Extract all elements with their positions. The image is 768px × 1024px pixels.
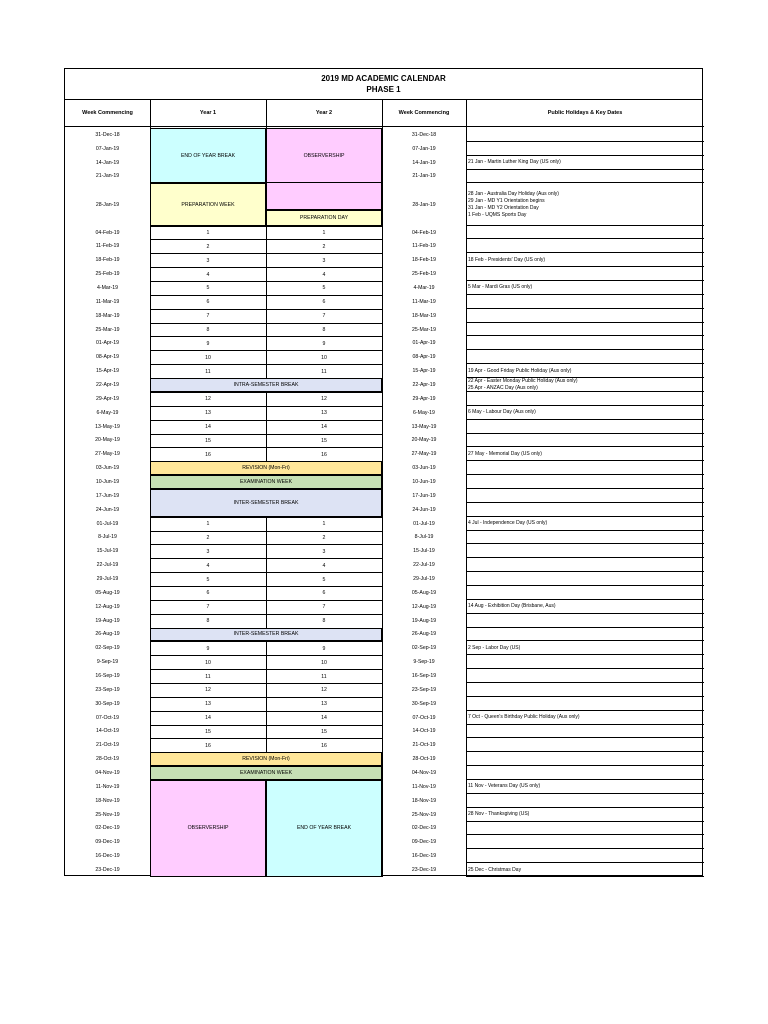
holiday-note-line: 21 Jan - Martin Luther King Day (US only) bbox=[468, 159, 561, 166]
year1-week-number: 1 bbox=[150, 517, 266, 531]
holiday-note bbox=[466, 517, 704, 531]
year2-week-number: 15 bbox=[266, 434, 382, 448]
holiday-note-line: 28 Nov - Thanksgiving (US) bbox=[468, 811, 530, 818]
holiday-note bbox=[466, 447, 704, 461]
week-commencing-cell-2: 31-Dec-18 bbox=[411, 131, 437, 138]
week-commencing-cell-2: 24-Jun-19 bbox=[412, 506, 436, 513]
year1-week-number: 15 bbox=[150, 434, 266, 448]
week-commencing-cell: 30-Sep-19 bbox=[95, 700, 120, 707]
inter-semester-break-1: INTER-SEMESTER BREAK bbox=[150, 489, 382, 517]
week-commencing-cell-2: 01-Apr-19 bbox=[412, 340, 436, 347]
year1-week-number: 12 bbox=[150, 392, 266, 406]
week-commencing-cell: 21-Jan-19 bbox=[95, 173, 120, 180]
y2-observership-extension bbox=[266, 183, 382, 209]
year2-week-number: 1 bbox=[266, 226, 382, 240]
year2-week-number: 1 bbox=[266, 517, 382, 531]
year1-week-number: 5 bbox=[150, 281, 266, 295]
year2-week-number: 16 bbox=[266, 447, 382, 461]
holiday-row-rule bbox=[466, 335, 704, 336]
week-commencing-cell-2: 02-Sep-19 bbox=[411, 645, 437, 652]
week-commencing-cell-2: 23-Sep-19 bbox=[411, 686, 437, 693]
holiday-note-line: 7 Oct - Queen's Birthday Public Holiday (Aus only) bbox=[468, 714, 580, 721]
week-commencing-cell-2: 17-Jun-19 bbox=[412, 492, 436, 499]
holiday-note bbox=[466, 711, 704, 725]
intra-semester-break: INTRA-SEMESTER BREAK bbox=[150, 378, 382, 392]
y1-preparation-week: PREPARATION WEEK bbox=[150, 183, 266, 225]
week-commencing-cell-2: 25-Mar-19 bbox=[412, 326, 436, 333]
week-commencing-cell-2: 14-Jan-19 bbox=[412, 159, 436, 166]
year2-week-number: 4 bbox=[266, 558, 382, 572]
week-commencing-cell: 11-Nov-19 bbox=[95, 783, 120, 790]
holiday-row-rule bbox=[466, 696, 704, 697]
holiday-note bbox=[466, 253, 704, 267]
holiday-note-line: 6 May - Labour Day (Aus only) bbox=[468, 409, 536, 416]
year1-week-number: 6 bbox=[150, 586, 266, 600]
week-commencing-cell: 11-Mar-19 bbox=[95, 298, 120, 305]
week-commencing-cell-2: 05-Aug-19 bbox=[411, 589, 437, 596]
week-commencing-cell-2: 27-May-19 bbox=[411, 451, 437, 458]
year1-week-number: 3 bbox=[150, 544, 266, 558]
year2-week-number: 14 bbox=[266, 420, 382, 434]
header-year-2: Year 2 bbox=[266, 100, 382, 127]
holiday-row-rule bbox=[466, 141, 704, 142]
holiday-note-line: 18 Feb - Presidents' Day (US only) bbox=[468, 256, 546, 263]
holiday-note bbox=[466, 364, 704, 378]
holiday-row-rule bbox=[466, 751, 704, 752]
year1-week-number: 8 bbox=[150, 323, 266, 337]
week-commencing-cell-2: 13-May-19 bbox=[411, 423, 437, 430]
year2-week-number: 15 bbox=[266, 725, 382, 739]
year1-week-number: 7 bbox=[150, 600, 266, 614]
week-commencing-cell-2: 9-Sep-19 bbox=[413, 659, 435, 666]
week-commencing-cell-2: 15-Jul-19 bbox=[413, 548, 435, 555]
holiday-note-line: 29 Jan - MD Y1 Orientation begins bbox=[468, 197, 545, 204]
examination-week-2: EXAMINATION WEEK bbox=[150, 766, 382, 780]
year2-week-number: 7 bbox=[266, 600, 382, 614]
week-commencing-cell: 22-Apr-19 bbox=[95, 381, 120, 388]
week-commencing-cell-2: 21-Oct-19 bbox=[412, 742, 436, 749]
year1-week-number: 4 bbox=[150, 558, 266, 572]
week-commencing-cell: 05-Aug-19 bbox=[95, 589, 120, 596]
holiday-note-line: 11 Nov - Veterans Day (US only) bbox=[468, 783, 541, 790]
year1-week-number: 9 bbox=[150, 336, 266, 350]
title-line-2: PHASE 1 bbox=[366, 85, 401, 94]
week-commencing-cell: 23-Dec-19 bbox=[95, 867, 120, 874]
week-commencing-cell-2: 30-Sep-19 bbox=[411, 700, 437, 707]
week-commencing-cell: 28-Oct-19 bbox=[95, 756, 120, 763]
week-commencing-cell: 07-Oct-19 bbox=[95, 714, 120, 721]
holiday-row-rule bbox=[466, 737, 704, 738]
week-commencing-cell: 12-Aug-19 bbox=[95, 603, 120, 610]
holiday-row-rule bbox=[466, 488, 704, 489]
year1-week-number: 16 bbox=[150, 447, 266, 461]
week-commencing-cell: 18-Nov-19 bbox=[95, 797, 120, 804]
year2-week-number: 8 bbox=[266, 323, 382, 337]
week-commencing-cell-2: 28-Oct-19 bbox=[412, 756, 436, 763]
year1-week-number: 15 bbox=[150, 725, 266, 739]
week-commencing-cell-2: 16-Sep-19 bbox=[411, 673, 437, 680]
holiday-note-line: 27 May - Memorial Day (US only) bbox=[468, 450, 542, 457]
week-commencing-cell: 01-Jul-19 bbox=[96, 520, 119, 527]
year2-week-number: 2 bbox=[266, 239, 382, 253]
week-commencing-cell-2: 22-Apr-19 bbox=[412, 381, 436, 388]
holiday-note-line: 1 Feb - UQMS Sports Day bbox=[468, 211, 527, 218]
week-commencing-cell: 09-Dec-19 bbox=[95, 839, 120, 846]
holiday-row-rule bbox=[466, 834, 704, 835]
holiday-note-line: 5 Mar - Mardi Gras (US only) bbox=[468, 284, 533, 291]
revision-week-1: REVISION (Mon-Fri) bbox=[150, 461, 382, 475]
week-commencing-cell-2: 11-Mar-19 bbox=[412, 298, 436, 305]
year2-week-number: 11 bbox=[266, 364, 382, 378]
week-commencing-cell: 19-Aug-19 bbox=[95, 617, 120, 624]
holiday-row-rule bbox=[466, 349, 704, 350]
year2-week-number: 2 bbox=[266, 531, 382, 545]
week-commencing-cell: 27-May-19 bbox=[95, 451, 120, 458]
week-commencing-cell: 22-Jul-19 bbox=[96, 562, 119, 569]
year1-week-number: 13 bbox=[150, 697, 266, 711]
holiday-note bbox=[466, 183, 704, 225]
revision-week-2: REVISION (Mon-Fri) bbox=[150, 752, 382, 766]
week-commencing-cell-2: 02-Dec-19 bbox=[411, 825, 437, 832]
week-commencing-cell: 25-Nov-19 bbox=[95, 811, 120, 818]
holiday-row-rule bbox=[466, 571, 704, 572]
year1-week-number: 5 bbox=[150, 572, 266, 586]
y1-observership: OBSERVERSHIP bbox=[150, 780, 266, 877]
year1-week-number: 8 bbox=[150, 614, 266, 628]
week-commencing-cell: 29-Apr-19 bbox=[95, 395, 120, 402]
y2-observership: OBSERVERSHIP bbox=[266, 128, 382, 183]
holiday-row-rule bbox=[466, 668, 704, 669]
year1-week-number: 11 bbox=[150, 669, 266, 683]
week-commencing-cell: 25-Feb-19 bbox=[95, 271, 120, 278]
year1-week-number: 13 bbox=[150, 406, 266, 420]
week-commencing-cell: 29-Jul-19 bbox=[96, 576, 119, 583]
week-commencing-cell-2: 16-Dec-19 bbox=[411, 853, 437, 860]
week-commencing-cell-2: 01-Jul-19 bbox=[413, 520, 435, 527]
year1-week-number: 2 bbox=[150, 239, 266, 253]
week-commencing-cell-2: 26-Aug-19 bbox=[411, 631, 437, 638]
week-commencing-cell-2: 28-Jan-19 bbox=[412, 201, 436, 208]
week-commencing-cell-2: 07-Jan-19 bbox=[412, 145, 436, 152]
title-line-1: 2019 MD ACADEMIC CALENDAR bbox=[321, 74, 446, 83]
week-commencing-cell-2: 11-Nov-19 bbox=[412, 783, 436, 790]
year1-week-number: 14 bbox=[150, 711, 266, 725]
week-commencing-cell-2: 25-Nov-19 bbox=[411, 811, 437, 818]
week-commencing-cell: 02-Dec-19 bbox=[95, 825, 120, 832]
inter-semester-break-2: INTER-SEMESTER BREAK bbox=[150, 628, 382, 642]
header-week-commencing: Week Commencing bbox=[65, 100, 150, 127]
holiday-row-rule bbox=[466, 848, 704, 849]
week-commencing-cell-2: 03-Jun-19 bbox=[412, 465, 436, 472]
year2-week-number: 6 bbox=[266, 586, 382, 600]
week-commencing-cell-2: 12-Aug-19 bbox=[411, 603, 437, 610]
holiday-row-rule bbox=[466, 627, 704, 628]
week-commencing-cell-2: 6-May-19 bbox=[413, 409, 435, 416]
year1-week-number: 14 bbox=[150, 420, 266, 434]
week-commencing-cell-2: 23-Dec-19 bbox=[411, 867, 437, 874]
week-commencing-cell: 25-Mar-19 bbox=[95, 326, 120, 333]
week-commencing-cell-2: 20-May-19 bbox=[411, 437, 437, 444]
holiday-note-line: 19 Apr - Good Friday Public Holiday (Aus only) bbox=[468, 367, 572, 374]
header-week-commencing-2: Week Commencing bbox=[382, 100, 466, 127]
year1-week-number: 11 bbox=[150, 364, 266, 378]
week-commencing-cell: 01-Apr-19 bbox=[95, 340, 120, 347]
week-commencing-cell-2: 18-Nov-19 bbox=[411, 797, 437, 804]
week-commencing-cell: 04-Feb-19 bbox=[95, 229, 120, 236]
holiday-note bbox=[466, 600, 704, 614]
week-commencing-cell: 16-Sep-19 bbox=[95, 673, 120, 680]
holiday-note-line: 14 Aug - Exhibition Day (Brisbane, Aus) bbox=[468, 603, 556, 610]
year1-week-number: 9 bbox=[150, 641, 266, 655]
week-commencing-cell: 15-Apr-19 bbox=[95, 368, 120, 375]
year1-week-number: 4 bbox=[150, 267, 266, 281]
header-year-1: Year 1 bbox=[150, 100, 266, 127]
year1-week-number: 3 bbox=[150, 253, 266, 267]
holiday-row-rule bbox=[466, 502, 704, 503]
year2-week-number: 13 bbox=[266, 406, 382, 420]
week-commencing-cell: 02-Sep-19 bbox=[95, 645, 120, 652]
week-commencing-cell: 08-Apr-19 bbox=[95, 354, 120, 361]
holiday-row-rule bbox=[466, 308, 704, 309]
week-commencing-cell-2: 04-Nov-19 bbox=[411, 770, 437, 777]
year2-week-number: 11 bbox=[266, 669, 382, 683]
week-commencing-cell-2: 10-Jun-19 bbox=[412, 479, 436, 485]
year2-week-number: 4 bbox=[266, 267, 382, 281]
holiday-note bbox=[466, 156, 704, 170]
week-commencing-cell-2: 29-Jul-19 bbox=[413, 576, 435, 583]
week-commencing-cell: 28-Jan-19 bbox=[95, 201, 120, 208]
holiday-row-rule bbox=[466, 765, 704, 766]
header-holidays: Public Holidays & Key Dates bbox=[466, 100, 704, 127]
holiday-note-line: 2 Sep - Labor Day (US) bbox=[468, 644, 521, 651]
year2-week-number: 14 bbox=[266, 711, 382, 725]
holiday-row-rule bbox=[466, 474, 704, 475]
week-commencing-cell: 03-Jun-19 bbox=[95, 465, 120, 472]
week-commencing-cell: 15-Jul-19 bbox=[96, 548, 119, 555]
week-commencing-cell: 16-Dec-19 bbox=[95, 853, 120, 860]
holiday-note-line: 25 Apr - ANZAC Day (Aus only) bbox=[468, 384, 538, 391]
holiday-note bbox=[466, 808, 704, 822]
year1-week-number: 7 bbox=[150, 309, 266, 323]
week-commencing-cell: 11-Feb-19 bbox=[95, 243, 120, 250]
holiday-row-rule bbox=[466, 543, 704, 544]
year1-week-number: 2 bbox=[150, 531, 266, 545]
examination-week-1: EXAMINATION WEEK bbox=[150, 475, 382, 489]
week-commencing-cell-2: 14-Oct-19 bbox=[412, 728, 436, 735]
year2-week-number: 16 bbox=[266, 738, 382, 752]
week-commencing-cell: 6-May-19 bbox=[96, 409, 119, 416]
year2-week-number: 12 bbox=[266, 392, 382, 406]
week-commencing-cell: 14-Oct-19 bbox=[95, 728, 120, 735]
week-commencing-cell: 17-Jun-19 bbox=[95, 492, 120, 499]
holiday-note bbox=[466, 863, 704, 877]
year1-week-number: 10 bbox=[150, 350, 266, 364]
week-commencing-cell: 8-Jul-19 bbox=[98, 534, 117, 541]
week-commencing-cell: 23-Sep-19 bbox=[95, 686, 120, 693]
week-commencing-cell-2: 25-Feb-19 bbox=[412, 271, 436, 278]
week-commencing-cell: 18-Mar-19 bbox=[95, 312, 120, 319]
week-commencing-cell-2: 4-Mar-19 bbox=[413, 284, 435, 291]
calendar-sheet bbox=[64, 68, 703, 876]
week-commencing-cell: 14-Jan-19 bbox=[95, 159, 120, 166]
week-commencing-cell-2: 04-Feb-19 bbox=[412, 229, 436, 236]
holiday-note-line: 4 Jul - Independence Day (US only) bbox=[468, 520, 548, 527]
week-commencing-cell-2: 21-Jan-19 bbox=[412, 173, 436, 180]
year1-week-number: 16 bbox=[150, 738, 266, 752]
year1-week-number: 6 bbox=[150, 295, 266, 309]
week-commencing-cell-2: 09-Dec-19 bbox=[411, 839, 437, 846]
week-commencing-cell: 04-Nov-19 bbox=[95, 770, 120, 777]
year2-week-number: 7 bbox=[266, 309, 382, 323]
holiday-note-line: 25 Dec - Christmas Day bbox=[468, 866, 522, 873]
week-commencing-cell-2: 15-Apr-19 bbox=[412, 368, 436, 375]
week-commencing-cell-2: 8-Jul-19 bbox=[414, 534, 434, 541]
week-commencing-cell: 9-Sep-19 bbox=[96, 659, 119, 666]
week-commencing-cell: 24-Jun-19 bbox=[95, 506, 120, 513]
holiday-row-rule bbox=[466, 238, 704, 239]
week-commencing-cell: 18-Feb-19 bbox=[95, 257, 120, 264]
holiday-note bbox=[466, 641, 704, 655]
year2-week-number: 3 bbox=[266, 544, 382, 558]
week-commencing-cell: 21-Oct-19 bbox=[95, 742, 120, 749]
year2-week-number: 9 bbox=[266, 641, 382, 655]
holiday-row-rule bbox=[466, 557, 704, 558]
week-commencing-cell: 31-Dec-18 bbox=[95, 131, 120, 138]
holiday-row-rule bbox=[466, 682, 704, 683]
holiday-note bbox=[466, 281, 704, 295]
year2-week-number: 13 bbox=[266, 697, 382, 711]
year2-week-number: 5 bbox=[266, 281, 382, 295]
week-commencing-cell-2: 29-Apr-19 bbox=[412, 395, 436, 402]
week-commencing-cell: 20-May-19 bbox=[95, 437, 120, 444]
year1-week-number: 12 bbox=[150, 683, 266, 697]
week-commencing-cell: 26-Aug-19 bbox=[95, 631, 120, 638]
week-commencing-cell-2: 11-Feb-19 bbox=[412, 243, 436, 250]
year1-week-number: 1 bbox=[150, 226, 266, 240]
holiday-row-rule bbox=[466, 585, 704, 586]
week-commencing-cell-2: 19-Aug-19 bbox=[411, 617, 437, 624]
year2-week-number: 9 bbox=[266, 336, 382, 350]
week-commencing-cell-2: 08-Apr-19 bbox=[412, 354, 436, 361]
holiday-note bbox=[466, 406, 704, 420]
holiday-row-rule bbox=[466, 322, 704, 323]
week-commencing-cell-2: 22-Jul-19 bbox=[413, 562, 435, 569]
holiday-row-rule bbox=[466, 433, 704, 434]
week-commencing-cell-2: 18-Mar-19 bbox=[412, 312, 436, 319]
year1-week-number: 10 bbox=[150, 655, 266, 669]
year2-week-number: 10 bbox=[266, 655, 382, 669]
holiday-note-line: 31 Jan - MD Y2 Orientation Day bbox=[468, 204, 539, 211]
y2-preparation-day: PREPARATION DAY bbox=[266, 210, 382, 226]
year2-week-number: 12 bbox=[266, 683, 382, 697]
year2-week-number: 3 bbox=[266, 253, 382, 267]
holiday-note-line: 28 Jan - Australia Day Holiday (Aus only) bbox=[468, 190, 559, 197]
calendar-title bbox=[65, 69, 702, 100]
week-commencing-cell-2: 07-Oct-19 bbox=[412, 714, 436, 721]
year2-week-number: 6 bbox=[266, 295, 382, 309]
holiday-note bbox=[466, 378, 704, 392]
y1-end-of-year-break: END OF YEAR BREAK bbox=[150, 128, 266, 183]
year2-week-number: 8 bbox=[266, 614, 382, 628]
week-commencing-cell: 13-May-19 bbox=[95, 423, 120, 430]
holiday-note bbox=[466, 780, 704, 794]
week-commencing-cell: 4-Mar-19 bbox=[96, 284, 119, 291]
holiday-note-line: 22 Apr - Easter Monday Public Holiday (Aus only) bbox=[468, 378, 578, 384]
week-commencing-cell-2: 18-Feb-19 bbox=[412, 257, 436, 264]
week-commencing-cell: 10-Jun-19 bbox=[95, 479, 120, 485]
year2-week-number: 10 bbox=[266, 350, 382, 364]
week-commencing-cell: 07-Jan-19 bbox=[95, 145, 120, 152]
y2-end-of-year-break: END OF YEAR BREAK bbox=[266, 780, 382, 877]
year2-week-number: 5 bbox=[266, 572, 382, 586]
